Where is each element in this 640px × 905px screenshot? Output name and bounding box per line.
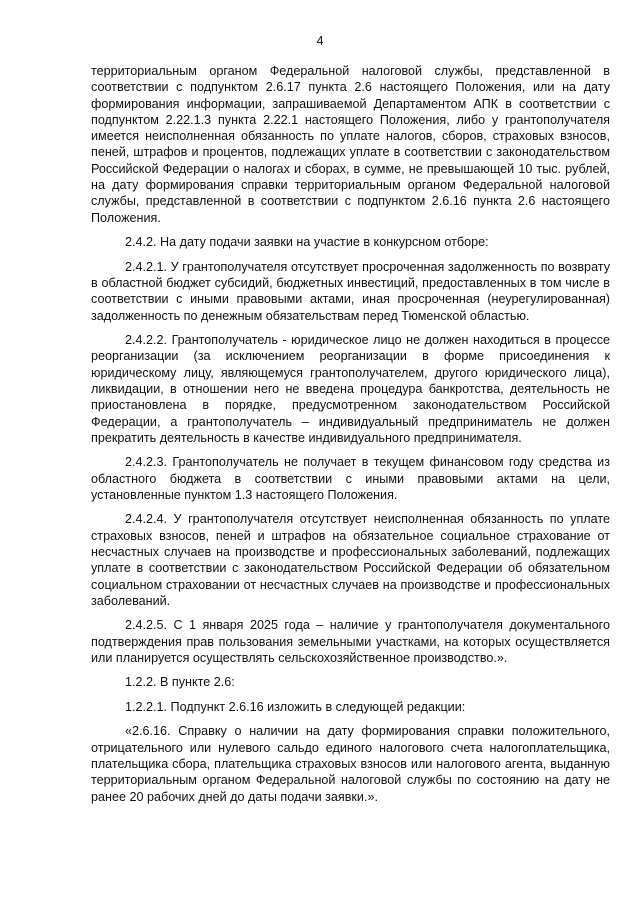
page-number: 4 [316,34,324,48]
paragraph-2-4-2-2: 2.4.2.2. Грантополучатель - юридическое лицо не должен находиться в процессе реорганизации (за исключением реорганизации в форме присоединения к юридическому лицу, являющемуся грантополучателем, другого юридического лица), ликвидации, в отношении него не введена процедура банкротства, деятельность не приостановлена в порядке, предусмотренном законодательством Российской Федерации, а грантополучатель – индивидуальный предприниматель не должен прекратить деятельность в качестве индивидуального предпринимателя. [91,333,610,445]
paragraph-2-6-16: «2.6.16. Справку о наличии на дату формирования справки положительного, отрицательного или нулевого сальдо единого налогового счета налогоплательщика, плательщика сбора, плательщика страховых взносов или налогового агента, выданную территориальным органом Федеральной налоговой службы по состоянию на дату не ранее 20 рабочих дней до даты подачи заявки.». [91,724,610,804]
paragraph-continuation: территориальным органом Федеральной налоговой службы, представленной в соответствии с подпунктом 2.6.17 пункта 2.6 настоящего Положения, или на дату формирования информации, запрашиваемой Департаментом АПК в соответствии с подпунктом 2.22.1.3 пункта 2.22.1 настоящего Положения, либо у грантополучателя имеется неисполненная обязанность по уплате налогов, сборов, страховых взносов, пеней, штрафов и процентов, подлежащих уплате в соответствии с законодательством Российской Федерации о налогах и сборах, в сумме, не превышающей 10 тыс. рублей, на дату формирования справки территориальным органом Федеральной налоговой службы, представленной в соответствии с подпунктом 2.6.16 пункта 2.6 настоящего Положения. [91,64,610,225]
paragraph-2-4-2-4: 2.4.2.4. У грантополучателя отсутствует неисполненная обязанность по уплате страховых взносов, пеней и штрафов на обязательное социальное страхование от несчастных случаев на производстве и профессиональных заболеваний, подлежащих уплате в соответствии с законодательством Российской Федерации об обязательном социальном страховании от несчастных случаев на производстве и профессиональных заболеваний. [91,512,610,608]
paragraph-2-4-2-5: 2.4.2.5. С 1 января 2025 года – наличие у грантополучателя документального подтверждения прав пользования земельными участками, на которых осуществляется или планируется осуществлять сельскохозяйственное производство.». [91,618,610,665]
paragraph-2-4-2-1: 2.4.2.1. У грантополучателя отсутствует просроченная задолженность по возврату в областной бюджет субсидий, бюджетных инвестиций, предоставленных в том числе в соответствии с иными правовыми актами, иная просроченная (неурегулированная) задолженность по денежным обязательствам перед Тюменской областью. [91,259,610,323]
paragraph-1-2-2-1: 1.2.2.1. Подпункт 2.6.16 изложить в следующей редакции: [125,699,466,714]
document-body [91,63,610,813]
paragraph-1-2-2: 1.2.2. В пункте 2.6: [125,675,235,690]
paragraph-2-4-2-3: 2.4.2.3. Грантополучатель не получает в текущем финансовом году средства из областного бюджета в соответствии с иными правовыми актами на цели, установленные пунктом 1.3 настоящего Положения. [91,455,610,502]
paragraph-2-4-2: 2.4.2. На дату подачи заявки на участие в конкурсном отборе: [125,235,489,250]
